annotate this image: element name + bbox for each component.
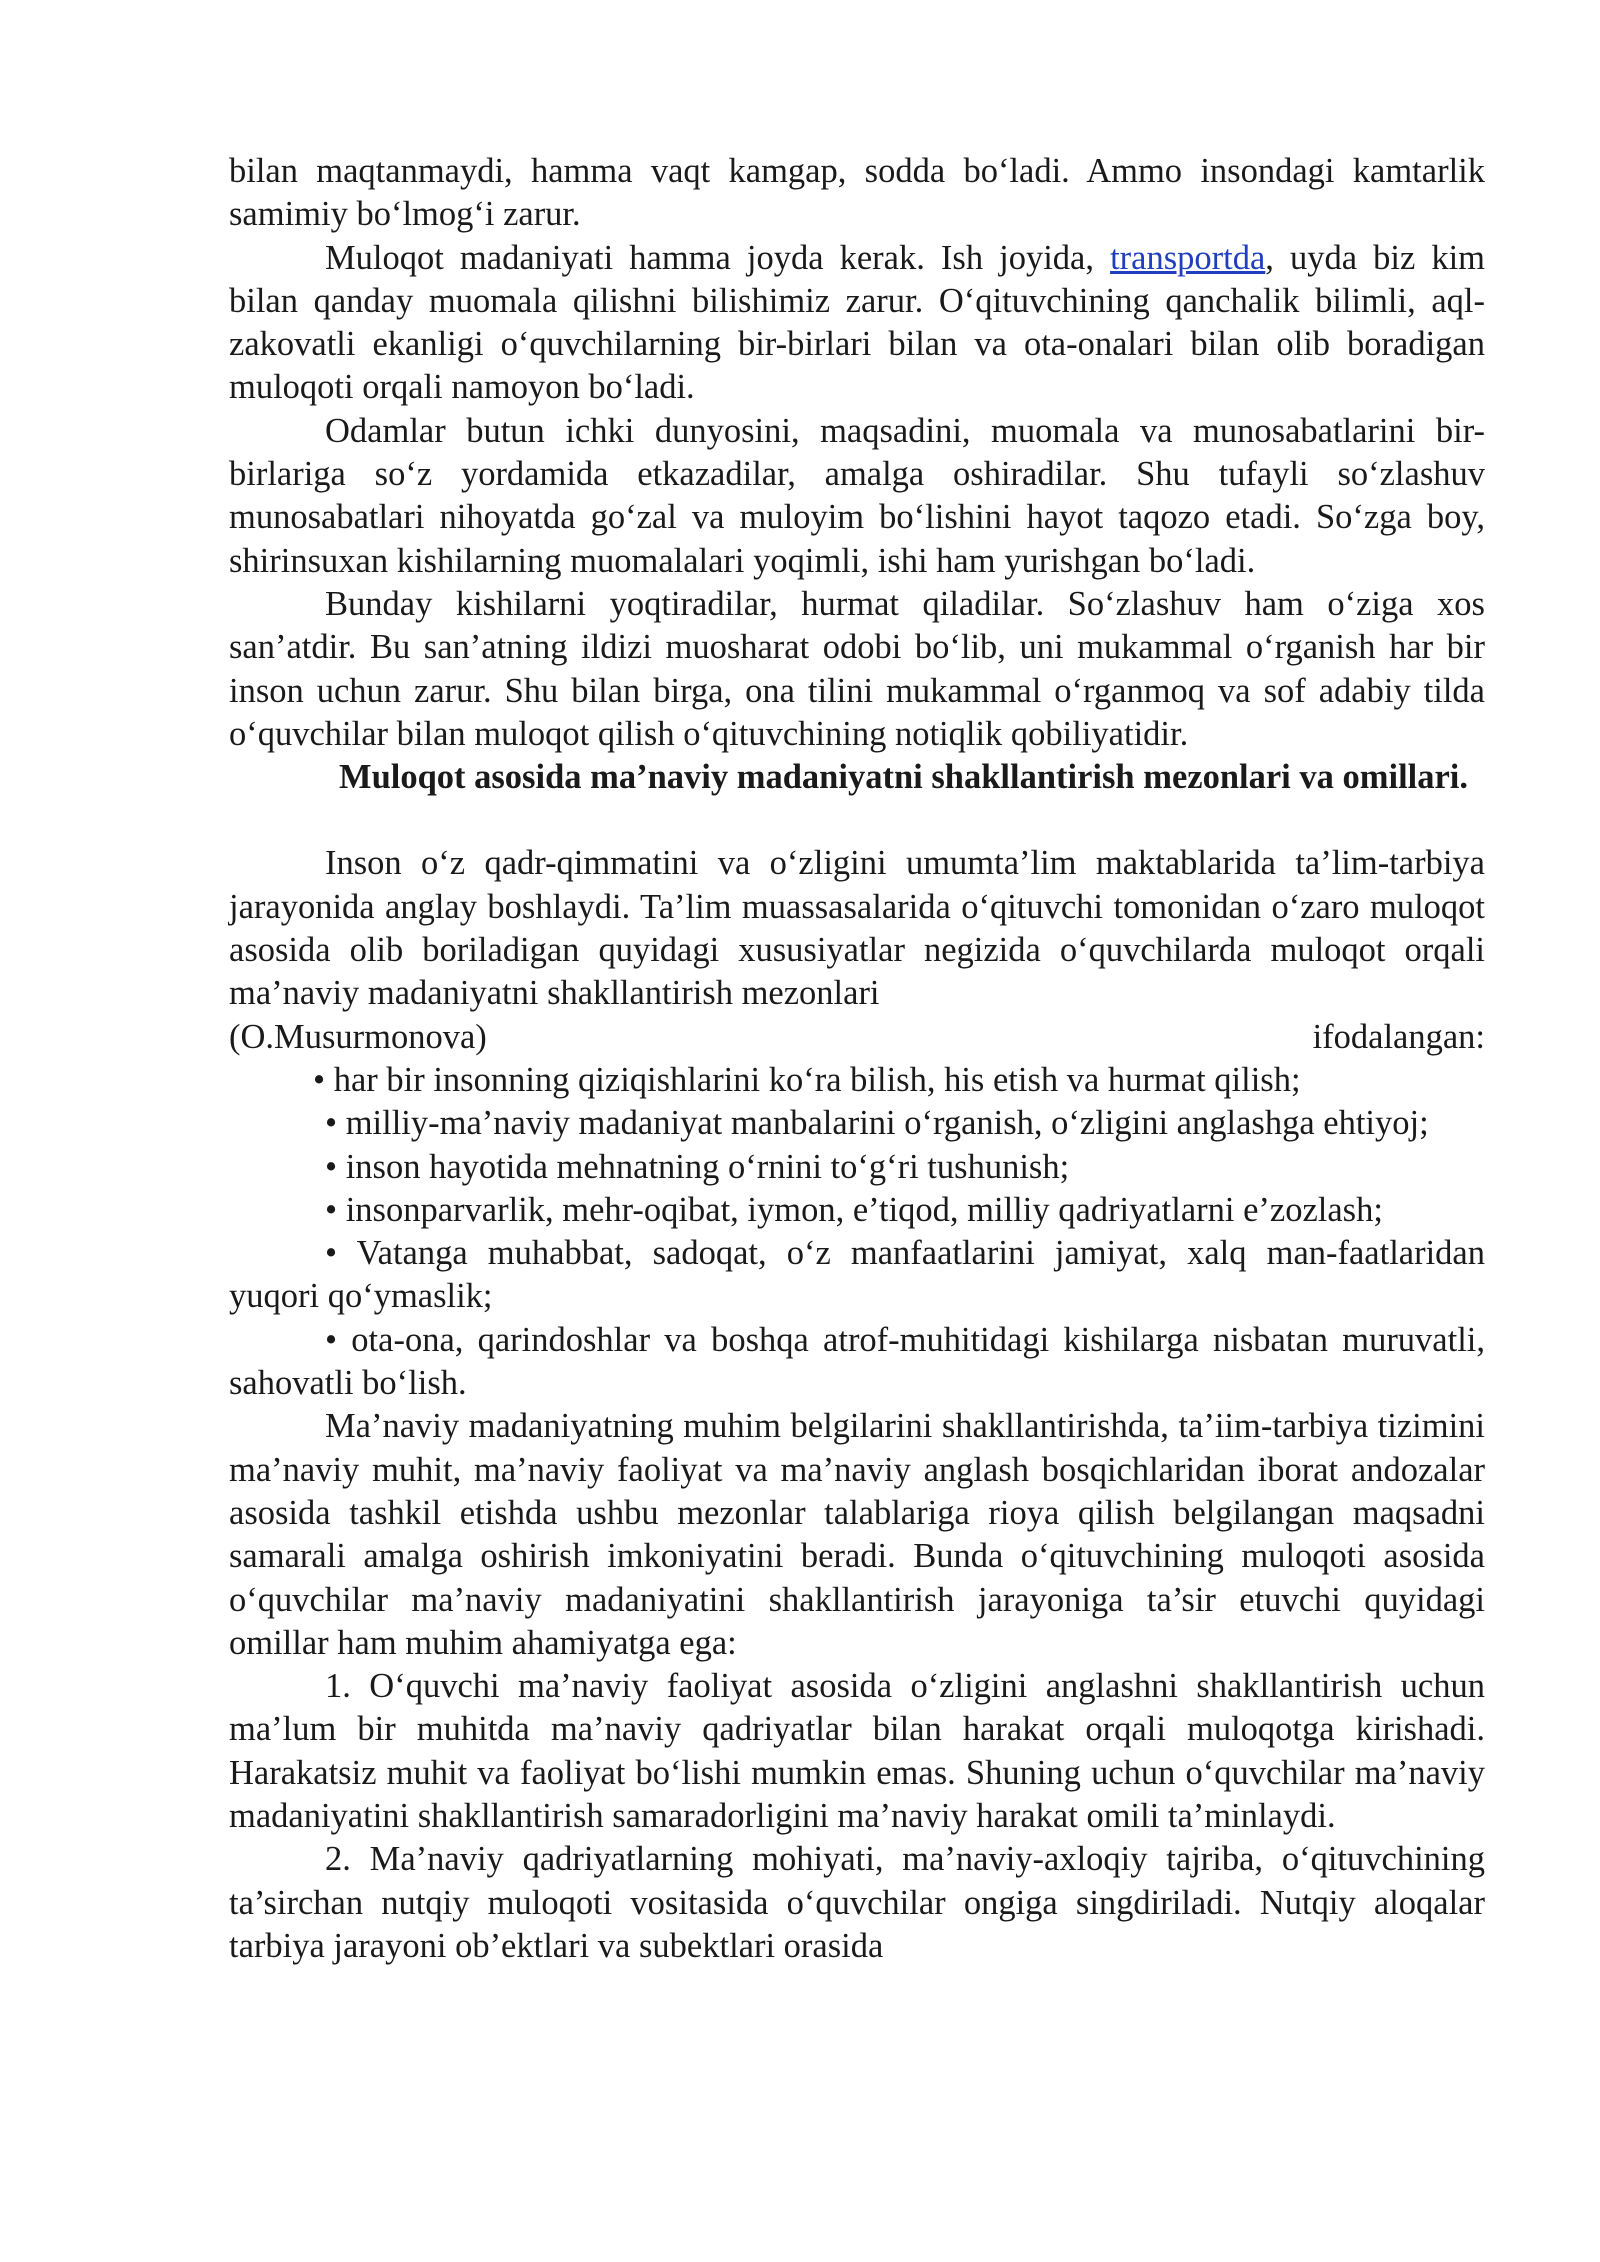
bullet-item: • insonparvarlik, mehr-oqibat, iymon, e’tiqod, milliy qadriyatlarni e’zozlash;	[325, 1190, 1383, 1229]
bullet-item: • Vatanga muhabbat, sadoqat, o‘z manfaatlarini jamiyat, xalq man-faatlaridan yuqori qo‘ymaslik;	[229, 1234, 1485, 1316]
paragraph-tail-word: ifodalangan:	[1312, 1017, 1485, 1056]
paragraph-speech-art: Bunday kishilarni yoqtiradilar, hurmat qiladilar. So‘zlashuv ham o‘ziga xos san’atdir. Bu san’atning ildizi muosharat odobi bo‘lib, uni mukammal o‘rganish har bir inson uchun zarur. Shu bilan birga, ona tilini mukammal o‘rganmoq va sof adabiy tilda o‘quvchilar bilan muloqot qilish o‘qituvchining notiqlik qobiliyatidir.	[229, 584, 1485, 753]
document-page	[229, 150, 1485, 1968]
paragraph-text: , uyda biz kim bilan qanday muomala qilishni bilishimiz zarur. O‘qituvchining qanchalik bilimli, aql-zakovatli ekanligi o‘quvchilarning bir-birlari bilan va ota-onalari bilan olib boradigan muloqoti orqali namoyon bo‘ladi.	[229, 238, 1485, 407]
section-heading: Muloqot asosida ma’naviy madaniyatni shakllantirish mezonlari va omillari.	[339, 758, 1469, 797]
paragraph-self-awareness: Inson o‘z qadr-qimmatini va o‘zligini umumta’lim maktablarida ta’lim-tarbiya jarayonida anglay boshlaydi. Ta’lim muassasalarida o‘qituvchi tomonidan o‘zaro muloqot asosida olib boriladigan quyidagi xususiyatlar negizida o‘quvchilarda muloqot orqali ma’naviy madaniyatni shakllantirish mezonlari	[229, 844, 1485, 1013]
bullet-item: • inson hayotida mehnatning o‘rnini to‘g‘ri tushunish;	[325, 1147, 1070, 1186]
numbered-paragraph-1: 1. O‘quvchi ma’naviy faoliyat asosida o‘zligini anglashni shakllantirish uchun ma’lum bir muhitda ma’naviy qadriyatlar bilan harakat orqali muloqotga kirishadi. Harakatsiz muhit va faoliyat bo‘lishi mumkin emas. Shuning uchun o‘quvchilar ma’naviy madaniyatini shakllantirish samaradorligini ma’naviy harakat omili ta’minlaydi.	[229, 1667, 1485, 1835]
bullet-item: • har bir insonning qiziqishlarini ko‘ra bilish, his etish va hurmat qilish;	[313, 1060, 1301, 1099]
paragraph-continuation: bilan maqtanmaydi, hamma vaqt kamgap, sodda bo‘ladi. Ammo insondagi kamtarlik samimiy bo‘lmog‘i zarur.	[229, 152, 1485, 234]
paragraph-people-speech: Odamlar butun ichki dunyosini, maqsadini, muomala va munosabatlarini bir-birlariga so‘z yordamida etkazadilar, amalga oshiradilar. Shu tufayli so‘zlashuv munosabatlari nihoyatda go‘zal va muloyim bo‘lishini hayot taqozo etadi. So‘zga boy, shirinsuxan kishilarning muomalalari yoqimli, ishi ham yurishgan bo‘ladi.	[229, 411, 1485, 580]
author-reference: (O.Musurmonova)	[229, 1017, 487, 1056]
bullet-item: • milliy-ma’naviy madaniyat manbalarini o‘rganish, o‘zligini anglashga ehtiyoj;	[325, 1104, 1429, 1143]
paragraph-text: Muloqot madaniyati hamma joyda kerak. Ish joyida,	[325, 238, 1111, 277]
transport-link[interactable]: transportda	[1110, 238, 1266, 277]
bullet-item: • ota-ona, qarindoshlar va boshqa atrof-muhitidagi kishilarga nisbatan muruvatli, sahovatli bo‘lish.	[229, 1320, 1485, 1403]
paragraph-communication-culture	[229, 237, 1485, 410]
numbered-paragraph-2: 2. Ma’naviy qadriyatlarning mohiyati, ma’naviy-axloqiy tajriba, o‘qituvchining ta’sirchan nutqiy muloqoti vositasida o‘quvchilar ongiga singdiriladi. Nutqiy aloqalar tarbiya jarayoni ob’ektlari va subektlari orasida	[229, 1840, 1485, 1965]
paragraph-spiritual-culture: Ma’naviy madaniyatning muhim belgilarini shakllantirishda, ta’iim-tarbiya tizimini ma’naviy muhit, ma’naviy faoliyat va ma’naviy anglash bosqichlaridan iborat andozalar asosida tashkil etishda ushbu mezonlar talablariga rioya qilish belgilangan maqsadni samarali amalga oshirish imkoniyatini beradi. Bunda o‘qituvchining muloqoti asosida o‘quvchilar ma’naviy madaniyatini shakllantirish jarayoniga ta’sir etuvchi quyidagi omillar ham muhim ahamiyatga ega:	[229, 1407, 1485, 1662]
paragraph-tail-line	[229, 1016, 1485, 1059]
